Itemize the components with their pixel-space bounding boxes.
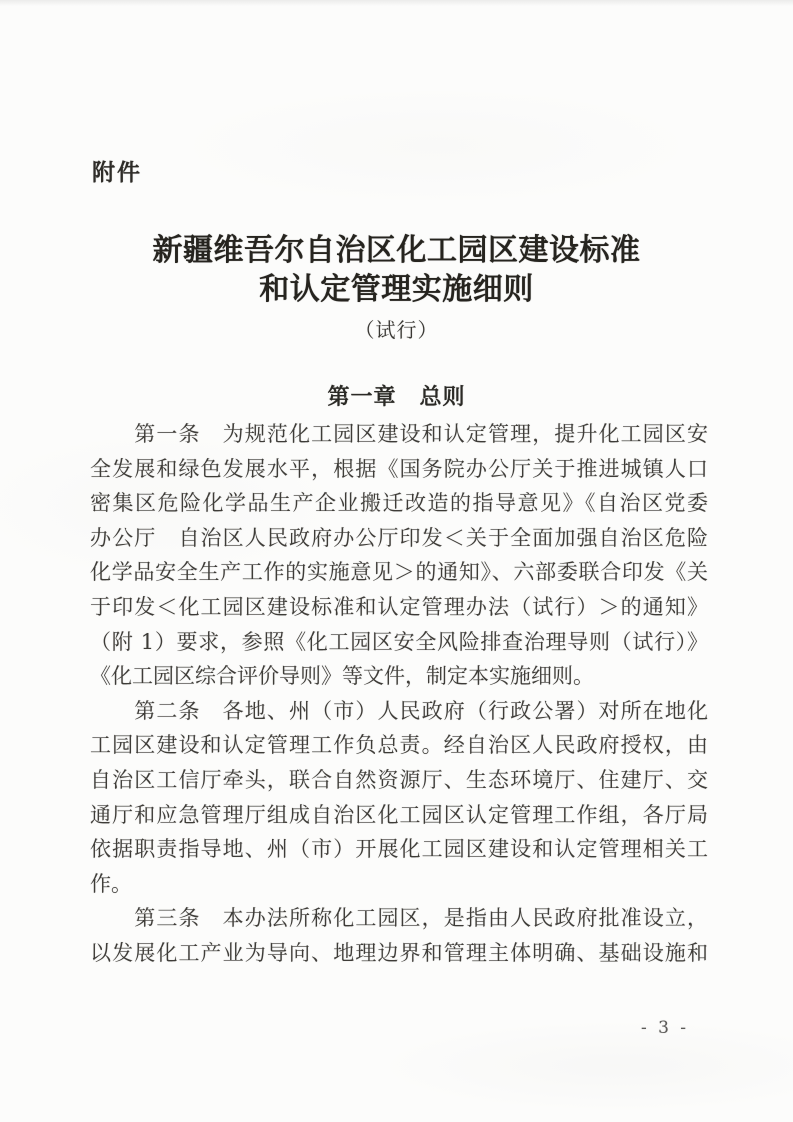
- body-text-line: 自治区工信厅牵头，联合自然资源厅、生态环境厅、住建厅、交: [90, 767, 708, 792]
- body-text-line: 化学品安全生产工作的实施意见＞的通知》、六部委联合印发《关: [90, 560, 708, 585]
- body-text-line: 全发展和绿色发展水平，根据《国务院办公厅关于推进城镇人口: [90, 456, 708, 481]
- document-subtitle: （试行）: [354, 318, 439, 342]
- body-text-line: 办公厅 自治区人民政府办公厅印发＜关于全面加强自治区危险: [90, 525, 708, 550]
- body-text-line: 第二条 各地、州（市）人民政府（行政公署）对所在地化: [90, 698, 708, 723]
- attachment-label: 附件: [92, 159, 142, 185]
- body-text-line: 《化工园区综合评价导则》等文件，制定本实施细则。: [90, 664, 594, 689]
- document-title-line1: 新疆维吾尔自治区化工园区建设标准: [152, 233, 641, 268]
- body-text-line: 第三条 本办法所称化工园区，是指由人民政府批准设立，: [90, 906, 708, 931]
- page-number: - 3 -: [640, 1018, 690, 1038]
- body-text-line: 通厅和应急管理厅组成自治区化工园区认定管理工作组，各厅局: [90, 802, 708, 827]
- body-text-line: 于印发＜化工园区建设标准和认定管理办法（试行）＞的通知》: [90, 594, 708, 619]
- chapter-heading: 第一章 总则: [327, 384, 466, 409]
- body-text-line: 以发展化工产业为导向、地理边界和管理主体明确、基础设施和: [90, 940, 708, 965]
- body-text-line: 密集区危险化学品生产企业搬迁改造的指导意见》《自治区党委: [90, 491, 708, 516]
- body-text-line: 工园区建设和认定管理工作负总责。经自治区人民政府授权，由: [90, 733, 708, 758]
- body-text: [90, 417, 708, 971]
- body-text-line: （附 1）要求，参照《化工园区安全风险排查治理导则（试行）》: [90, 629, 708, 654]
- body-text-line: 作。: [90, 871, 132, 896]
- document-title: [0, 231, 793, 309]
- document-title-line2: 和认定管理实施细则: [259, 272, 534, 307]
- body-text-line: 依据职责指导地、州（市）开展化工园区建设和认定管理相关工: [90, 837, 708, 862]
- body-text-line: 第一条 为规范化工园区建设和认定管理，提升化工园区安: [90, 422, 708, 446]
